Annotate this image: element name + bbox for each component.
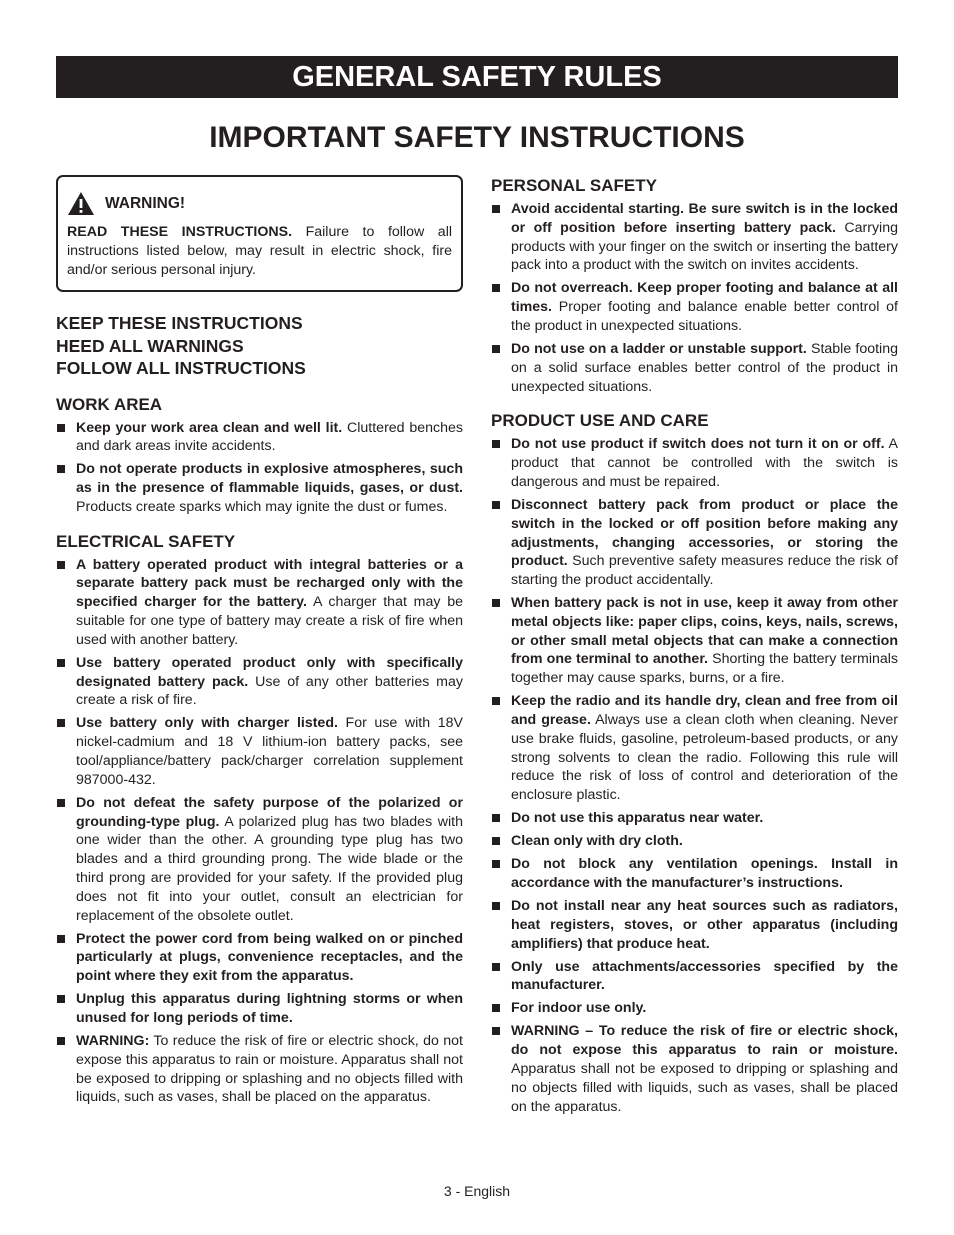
rule-list bbox=[491, 435, 898, 1116]
page-title: IMPORTANT SAFETY INSTRUCTIONS bbox=[209, 121, 745, 154]
rule-item bbox=[491, 279, 898, 335]
rule-text: Cluttered benches and dark areas invite accidents. bbox=[76, 419, 464, 455]
rule-text: A polarized plug has two blades with one wider than the other. A grounding type plug has two blades and a third grounding prong. The wide blade or the third prong are provided for your safety. If the provided plug does not fit into your outlet, consult an electrician for replacement of the obsolete outlet. bbox=[76, 813, 463, 924]
rule-bold: Clean only with dry cloth. bbox=[511, 833, 683, 850]
warning-text: Failure to follow all instructions listed below, may result in electric shock, fire and/or serious personal injury. bbox=[67, 224, 452, 278]
rule-item bbox=[56, 930, 463, 986]
rule-bold: Use battery only with charger listed. bbox=[76, 715, 338, 732]
section-banner: GENERAL SAFETY RULES bbox=[56, 56, 898, 98]
rule-item bbox=[491, 340, 898, 396]
rule-bold: Avoid accidental starting. Be sure switch is in the locked or off position before inserting battery pack. bbox=[511, 201, 898, 236]
keep-instructions bbox=[56, 312, 463, 380]
rule-item bbox=[491, 832, 898, 851]
rule-item bbox=[491, 200, 898, 275]
rule-item bbox=[491, 855, 898, 893]
rule-item bbox=[56, 556, 463, 650]
section-heading: WORK AREA bbox=[56, 394, 163, 414]
rule-text: Carrying products with your finger on the switch or inserting the battery pack into a product with the switch on invites accidents. bbox=[511, 219, 898, 274]
section-heading: PRODUCT USE AND CARE bbox=[491, 411, 709, 431]
rule-bold: WARNING – To reduce the risk of fire or electric shock, do not expose this apparatus to rain or moisture. bbox=[511, 1023, 898, 1059]
rule-item bbox=[491, 1022, 898, 1116]
rule-bold: Use battery operated product only with specifically designated battery pack. bbox=[76, 654, 463, 690]
rule-item bbox=[56, 794, 463, 926]
rule-bold: Do not overreach. Keep proper footing and balance at all times. bbox=[511, 280, 898, 316]
rule-text: Always use a clean cloth when cleaning. Never use brake fluids, gasoline, petroleum-based products, or any strong solvents to clean the radio. Following this rule will reduce the risk of loss of control and deterioration of the enclosure plastic. bbox=[511, 712, 898, 804]
warning-heading: WARNING! bbox=[105, 195, 186, 212]
rule-item bbox=[491, 594, 898, 688]
warning-bold: READ THESE INSTRUCTIONS. bbox=[67, 224, 293, 240]
rule-bold: WARNING: bbox=[76, 1032, 150, 1049]
section bbox=[491, 175, 898, 396]
rule-item bbox=[56, 1032, 463, 1107]
rule-bold: Do not operate products in explosive atmospheres, such as in the presence of flammable liquids, gases, or dust. bbox=[76, 461, 463, 497]
rule-text: Such preventive safety measures reduce the risk of starting the product accidentally. bbox=[511, 553, 898, 589]
rule-bold: Do not block any ventilation openings. Install in accordance with the manufacturer’s instructions. bbox=[511, 856, 898, 891]
warning-box bbox=[56, 175, 463, 292]
page-footer: 3 - English bbox=[443, 1183, 511, 1199]
section bbox=[56, 394, 463, 517]
rule-text: Shorting the battery terminals together may cause sparks, burns, or a fire. bbox=[511, 651, 898, 687]
rule-text: A product that cannot be controlled with the switch is dangerous and must be repaired. bbox=[511, 436, 899, 490]
section bbox=[56, 531, 463, 1107]
rule-bold: Protect the power cord from being walked on or pinched particularly at plugs, convenience receptacles, and the point where they exit from the apparatus. bbox=[76, 930, 463, 985]
rule-text: Stable footing on a solid surface enables better control of the product in unexpected situations. bbox=[511, 340, 898, 395]
section bbox=[491, 410, 898, 1116]
rule-list bbox=[56, 419, 463, 517]
left-column bbox=[56, 175, 463, 1111]
rule-text: Apparatus shall not be exposed to dripping or splashing and no objects filled with liquids, such as vases, shall be placed on the apparatus. bbox=[511, 1060, 898, 1115]
rule-bold: Do not use this apparatus near water. bbox=[511, 810, 764, 827]
rule-bold: For indoor use only. bbox=[511, 1000, 647, 1017]
keep-line: KEEP THESE INSTRUCTIONS bbox=[56, 313, 303, 333]
section-heading: ELECTRICAL SAFETY bbox=[56, 531, 236, 551]
warning-header bbox=[67, 191, 452, 216]
rule-text: For use with 18V nickel-cadmium and 18 V lithium-ion battery packs, see tool/appliance/battery pack/charger correlation supplement 987000-432. bbox=[76, 715, 463, 788]
rule-item bbox=[491, 692, 898, 805]
rule-bold: Do not install near any heat sources such as radiators, heat registers, stoves, or other apparatus (including amplifiers) that produce heat. bbox=[511, 897, 898, 952]
section-heading: PERSONAL SAFETY bbox=[491, 176, 657, 195]
rule-bold: Do not defeat the safety purpose of the polarized or grounding-type plug. bbox=[76, 794, 463, 830]
rule-text: A charger that may be suitable for one type of battery may create a risk of fire when used with another battery. bbox=[76, 594, 463, 648]
rule-text: Use of any other batteries may create a risk of fire. bbox=[76, 673, 463, 709]
left-sections bbox=[56, 394, 463, 1108]
rule-item bbox=[491, 809, 898, 828]
rule-item bbox=[491, 897, 898, 953]
rule-item bbox=[56, 460, 463, 516]
rule-item bbox=[56, 714, 463, 789]
rule-item bbox=[56, 419, 463, 457]
rule-bold: Do not use on a ladder or unstable support. bbox=[511, 340, 807, 357]
rule-bold: Keep your work area clean and well lit. bbox=[76, 419, 343, 436]
rule-bold: Disconnect battery pack from product or place the switch in the locked or off position before making any adjustments, changing accessories, or storing the product. bbox=[511, 496, 898, 570]
rule-bold: A battery operated product with integral batteries or a separate battery pack must be recharged only with the specified charger for the battery. bbox=[76, 556, 463, 611]
keep-line: FOLLOW ALL INSTRUCTIONS bbox=[56, 358, 306, 378]
warning-body bbox=[67, 223, 452, 280]
rule-text: To reduce the risk of fire or electric shock, do not expose this apparatus to rain or moisture. Apparatus shall not be exposed to dripping or splashing and no objects filled with liquids, such as vases, shall be placed on the apparatus. bbox=[76, 1032, 463, 1106]
rule-bold: Do not use product if switch does not turn it on or off. bbox=[511, 436, 885, 453]
rule-item bbox=[491, 496, 898, 590]
rule-bold: Unplug this apparatus during lightning storms or when unused for long periods of time. bbox=[76, 991, 463, 1026]
rule-text: Proper footing and balance enable better control of the product in unexpected situations. bbox=[511, 299, 898, 334]
rule-bold: Only use attachments/accessories specified by the manufacturer. bbox=[511, 958, 898, 994]
warning-triangle-icon bbox=[67, 191, 95, 216]
rule-bold: When battery pack is not in use, keep it away from other metal objects like: paper clips, coins, keys, nails, screws, or other small metal objects that can make a connection from one terminal to another. bbox=[511, 595, 898, 668]
rule-item bbox=[491, 435, 898, 491]
rule-list bbox=[491, 200, 898, 396]
rule-item bbox=[56, 654, 463, 710]
rule-text: Products create sparks which may ignite the dust or fumes. bbox=[76, 498, 448, 515]
rule-bold: Keep the radio and its handle dry, clean and free from oil and grease. bbox=[511, 693, 898, 729]
right-sections bbox=[491, 175, 898, 1116]
rule-item bbox=[491, 999, 898, 1018]
rule-list bbox=[56, 556, 463, 1107]
rule-item bbox=[56, 990, 463, 1028]
right-column bbox=[491, 175, 898, 1121]
keep-line: HEED ALL WARNINGS bbox=[56, 335, 244, 356]
rule-item bbox=[491, 958, 898, 996]
